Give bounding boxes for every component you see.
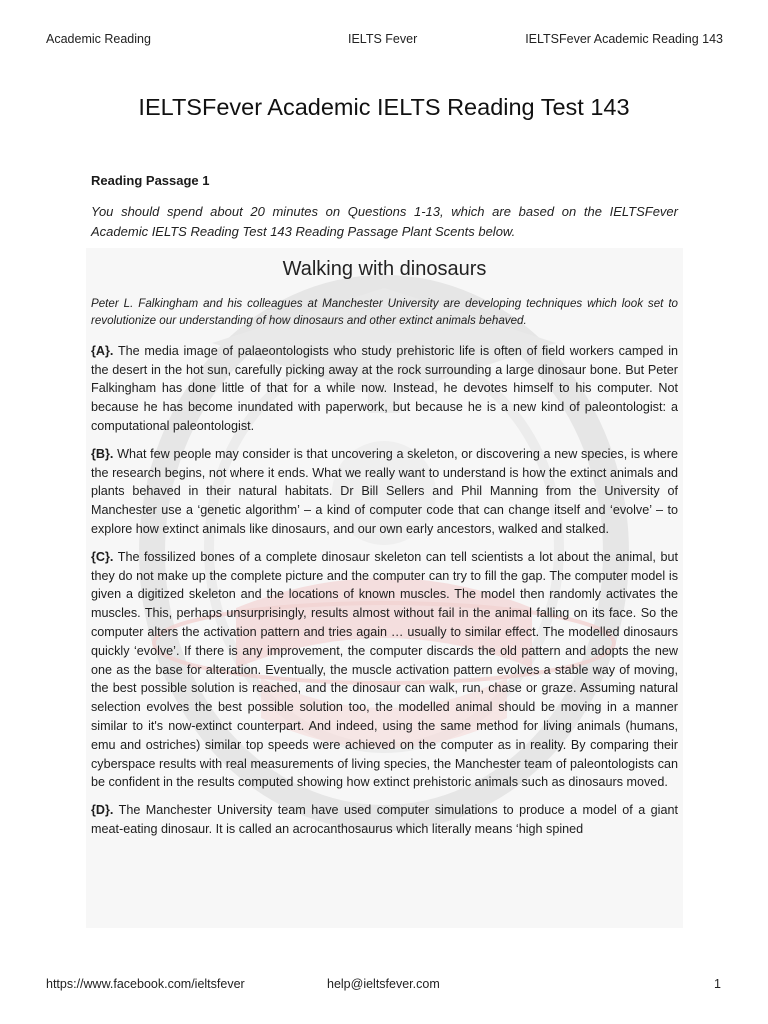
- instructions-text: You should spend about 20 minutes on Questions 1-13, which are based on the IELTSFever Academic IELTS Reading Test 143 Reading Passage Plant Scents below.: [91, 204, 678, 239]
- article-title: Walking with dinosaurs: [282, 258, 487, 280]
- paragraph-a: [91, 342, 678, 436]
- paragraph-b: [91, 445, 678, 539]
- paragraph-label: {B}.: [91, 446, 114, 461]
- scanned-passage-image: [86, 248, 683, 928]
- paragraph-d: [91, 801, 678, 839]
- header-left-text: Academic Reading: [46, 32, 151, 46]
- paragraph-c: [91, 548, 678, 792]
- paragraph-text: The fossilized bones of a complete dinosaur skeleton can tell scientists a lot about the animal, but they do not make up the complete picture and the computer can try to fill the gap. The computer model is given a digitized skeleton and the locations of known muscles. The model then randomly activates the muscles. This, perhaps unsurprisingly, results almost without fail in the animal falling on its face. So the computer alters the activation pattern and tries again … usually to similar effect. The modelled dinosaurs quickly ‘evolve’. If there is any improvement, the computer discards the old pattern and adopts the new one as the base for alteration. Eventually, the muscle activation pattern evolves a stable way of moving, the best possible solution is reached, and the dinosaur can walk, run, chase or graze. Assuming natural selection evolves the best possible solution too, the modelled animal should be moving in a manner similar to it's now-extinct counterpart. And indeed, using the same method for living animals (humans, emu and ostriches) similar top speeds were achieved on the computer as in reality. By comparing their cyberspace results with real measurements of living species, the Manchester team of paleontologists can be confident in the results computed showing how extinct prehistoric animals such as dinosaurs moved.: [91, 549, 678, 790]
- article: [91, 248, 678, 848]
- paragraph-text: The Manchester University team have used computer simulations to produce a model of a giant meat-eating dinosaur. It is called an acrocanthosaurus which literally means ‘high spined: [91, 803, 678, 836]
- page-number: 1: [714, 977, 721, 991]
- passage-label: Reading Passage 1: [91, 173, 210, 188]
- paragraph-label: {C}.: [91, 549, 114, 564]
- paragraph-label: {D}.: [91, 803, 114, 818]
- footer-facebook-link[interactable]: https://www.facebook.com/ieltsfever: [46, 977, 245, 991]
- paragraph-text: The media image of palaeontologists who study prehistoric life is often of field workers camped in the desert in the hot sun, carefully picking away at the rock surrounding a large dinosaur bone. But Peter Falkingham has done little of that for a while now. Instead, he devotes himself to his computer. Not because he has become inundated with paperwork, but because he is a new kind of paleontologist: a computational paleontologist.: [91, 343, 679, 433]
- header-center-text: IELTS Fever: [348, 32, 418, 46]
- header-right-text: IELTSFever Academic Reading 143: [525, 32, 723, 46]
- paragraph-text: What few people may consider is that uncovering a skeleton, or discovering a new species, is where the research begins, not where it ends. What we really want to understand is how the extinct animals and plants behaved in their natural habitats. Dr Bill Sellers and Phil Manning from the University of Manchester use a ‘genetic algorithm’ – a kind of computer code that can change itself and ‘evolve’ – to explore how extinct animals like dinosaurs, and our own early ancestors, walked and stalked.: [91, 446, 678, 536]
- footer-email-link[interactable]: help@ieltsfever.com: [327, 977, 440, 991]
- paragraph-label: {A}.: [91, 343, 114, 358]
- article-intro: Peter L. Falkingham and his colleagues at Manchester University are developing techniques which look set to revolutionize our understanding of how dinosaurs and other extinct animals behaved.: [91, 296, 678, 327]
- page-title: IELTSFever Academic IELTS Reading Test 143: [138, 94, 630, 120]
